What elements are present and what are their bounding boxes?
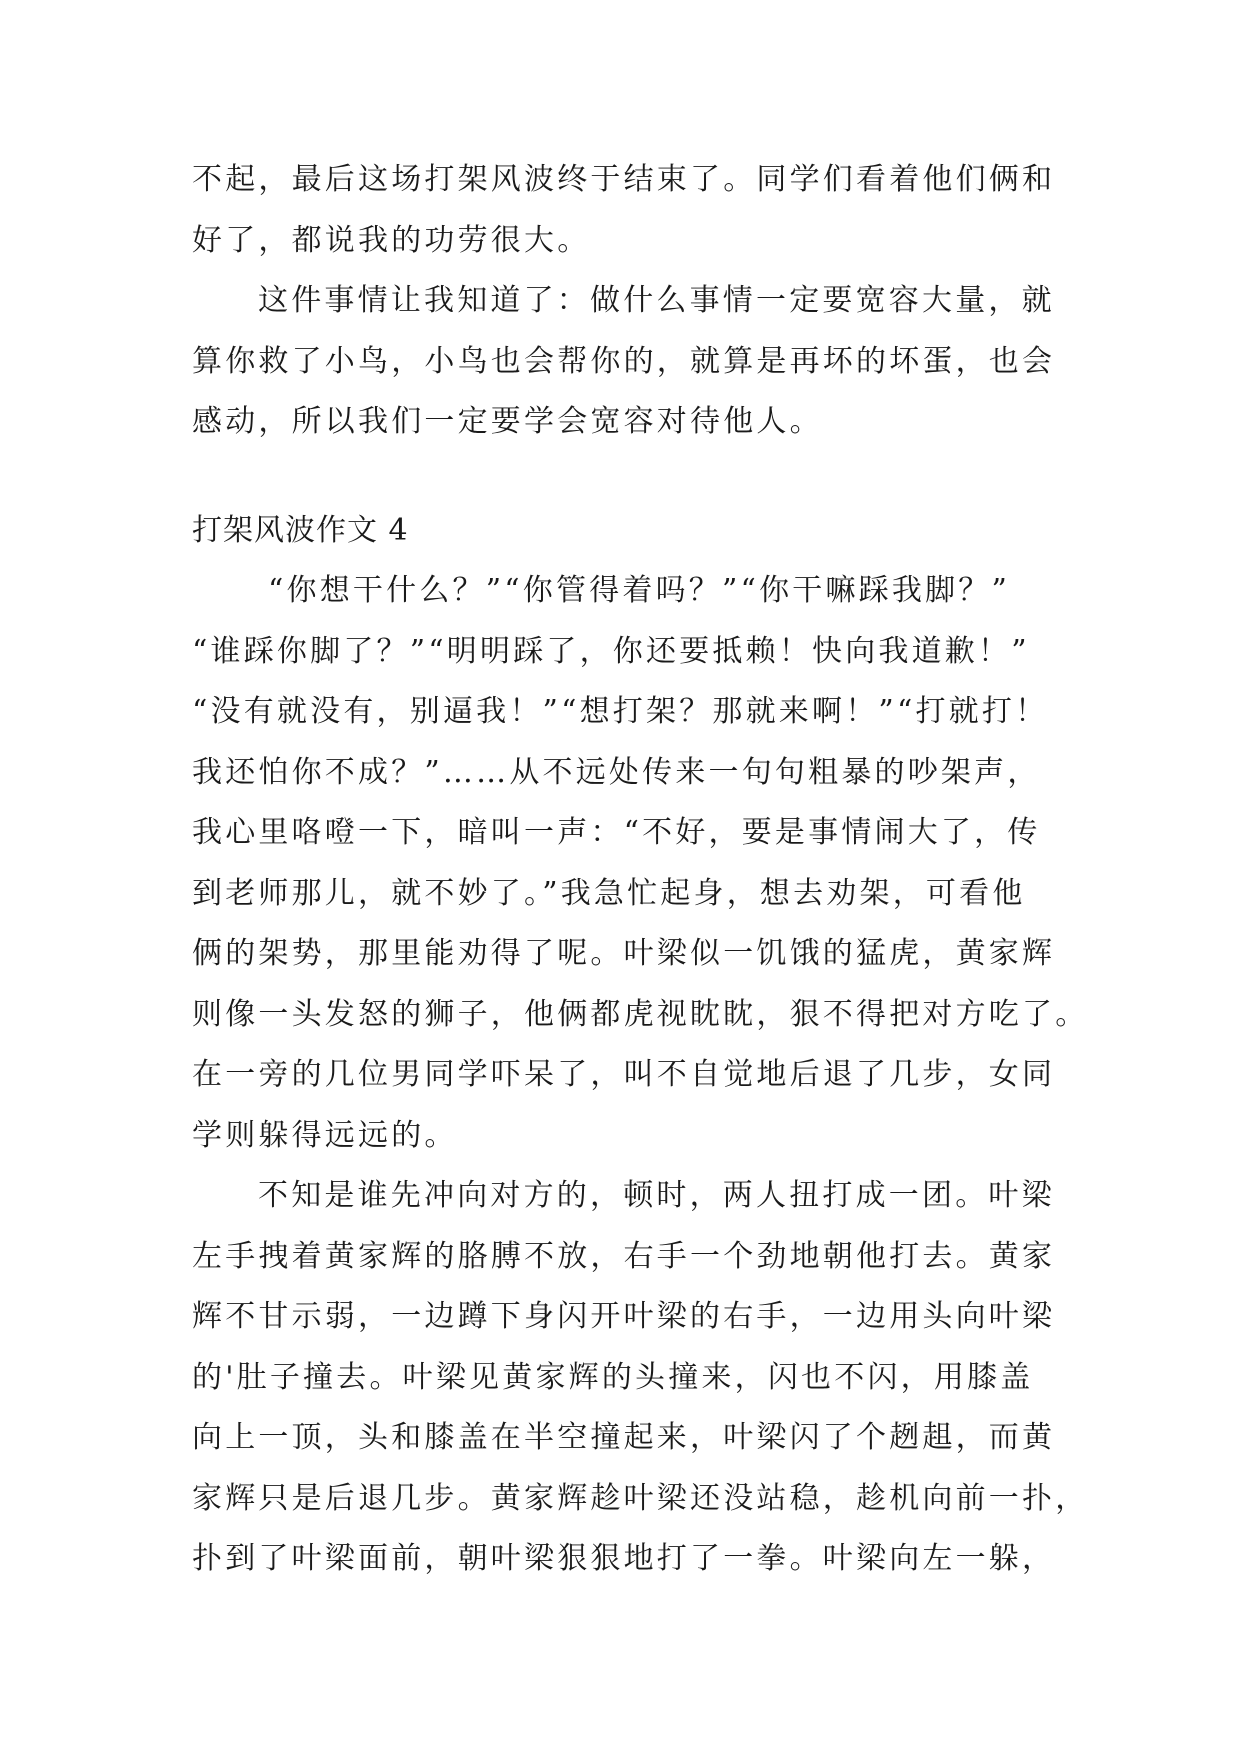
paragraph-start-line: “你想干什么？”“你管得着吗？”“你干嘛踩我脚？” xyxy=(268,573,1011,608)
text-line: 俩的架势，那里能劝得了呢。叶梁似一饥饿的猛虎，黄家辉 xyxy=(192,936,1056,971)
text-line: 感动，所以我们一定要学会宽容对待他人。 xyxy=(192,404,823,439)
text-line: 则像一头发怒的狮子，他俩都虎视眈眈，狠不得把对方吃了。 xyxy=(192,996,1089,1032)
text-line: 算你救了小鸟，小鸟也会帮你的，就算是再坏的坏蛋，也会 xyxy=(192,343,1056,379)
text-line: “没有就没有，别逼我！”“想打架？那就来啊！”“打就打！ xyxy=(192,694,1049,729)
paragraph-start-line: 这件事情让我知道了：做什么事情一定要宽容大量，就 xyxy=(258,283,1055,318)
text-line: 不起，最后这场打架风波终于结束了。同学们看着他们俩和 xyxy=(192,162,1056,197)
text-line: 我心里咯噔一下，暗叫一声：“不好，要是事情闹大了，传 xyxy=(192,815,1041,850)
document-body xyxy=(192,150,1089,1590)
text-line: 在一旁的几位男同学吓呆了，叫不自觉地后退了几步，女同 xyxy=(192,1057,1056,1092)
text-line: 向上一顶，头和膝盖在半空撞起来，叶梁闪了个趔趄，而黄 xyxy=(192,1420,1056,1455)
section-gap xyxy=(192,453,1072,501)
text-line: 学则躲得远远的。 xyxy=(192,1117,458,1153)
text-line: 我还怕你不成？”……从不远处传来一句句粗暴的吵架声， xyxy=(192,754,1041,790)
text-line: 好了，都说我的功劳很大。 xyxy=(192,222,591,258)
text-line: “谁踩你脚了？”“明明踩了，你还要抵赖！快向我道歉！” xyxy=(192,633,1030,669)
text-line: 左手拽着黄家辉的胳膊不放，右手一个劲地朝他打去。黄家 xyxy=(192,1238,1056,1274)
text-line: 家辉只是后退几步。黄家辉趁叶梁还没站稳，趁机向前一扑， xyxy=(192,1480,1089,1516)
text-line: 扑到了叶梁面前，朝叶梁狠狠地打了一拳。叶梁向左一躲， xyxy=(192,1541,1056,1576)
paragraph-start-line: 不知是谁先冲向对方的，顿时，两人扭打成一团。叶梁 xyxy=(258,1178,1055,1213)
text-line: 的'肚子撞去。叶梁见黄家辉的头撞来，闪也不闪，用膝盖 xyxy=(192,1359,1034,1395)
text-line: 辉不甘示弱，一边蹲下身闪开叶梁的右手，一边用头向叶梁 xyxy=(192,1299,1056,1334)
text-line: 到老师那儿，就不妙了。”我急忙起身，想去劝架，可看他 xyxy=(192,875,1026,911)
section-heading: 打架风波作文 4 xyxy=(192,512,409,548)
